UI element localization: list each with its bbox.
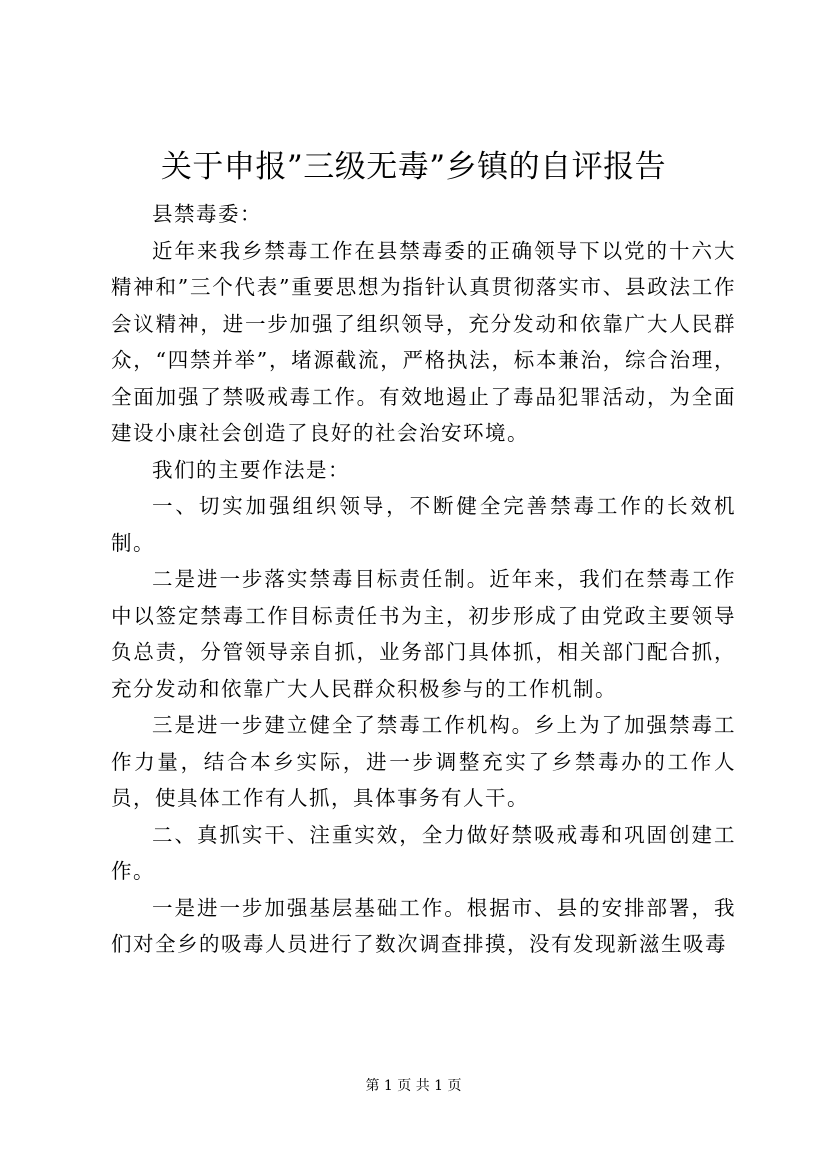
paragraph-intro: 近年来我乡禁毒工作在县禁毒委的正确领导下以党的十六大精神和”三个代表”重要思想为指针认真贯彻落实市、县政法工作会议精神，进一步加强了组织领导，充分发动和依靠广大人民群众，“四禁并举”，堵源截流，严格执法，标本兼治，综合治理，全面加强了禁吸戒毒工作。有效地遏止了毒品犯罪活动，为全面建设小康社会创造了良好的社会治安环境。 [111,238,736,445]
paragraph-section-1-point-2: 二是进一步落实禁毒目标责任制。近年来，我们在禁毒工作中以签定禁毒工作目标责任书为主，初步形成了由党政主要领导负总责，分管领导亲自抓，业务部门具体抓，相关部门配合抓，充分发动和依靠广大人民群众积极参与的工作机制。 [111,567,736,701]
paragraph-section-1-point-3: 三是进一步建立健全了禁毒工作机构。乡上为了加强禁毒工作力量，结合本乡实际，进一步调整充实了乡禁毒办的工作人员，使具体工作有人抓，具体事务有人干。 [111,713,736,810]
document-title: 关于申报”三级无毒”乡镇的自评报告 [160,149,667,185]
paragraph-section-2: 二、真抓实干、注重实效，全力做好禁吸戒毒和巩固创建工作。 [111,822,736,883]
document-body [111,196,736,963]
paragraph-section-1: 一、切实加强组织领导，不断健全完善禁毒工作的长效机制。 [111,494,736,555]
page-footer: 第 1 页 共 1 页 [365,1078,462,1094]
paragraph-methods-heading: 我们的主要作法是： [152,457,350,482]
salutation: 县禁毒委： [152,202,262,226]
paragraph-section-2-point-1: 一是进一步加强基层基础工作。根据市、县的安排部署，我们对全乡的吸毒人员进行了数次调查排摸，没有发现新滋生吸毒 [111,895,736,956]
